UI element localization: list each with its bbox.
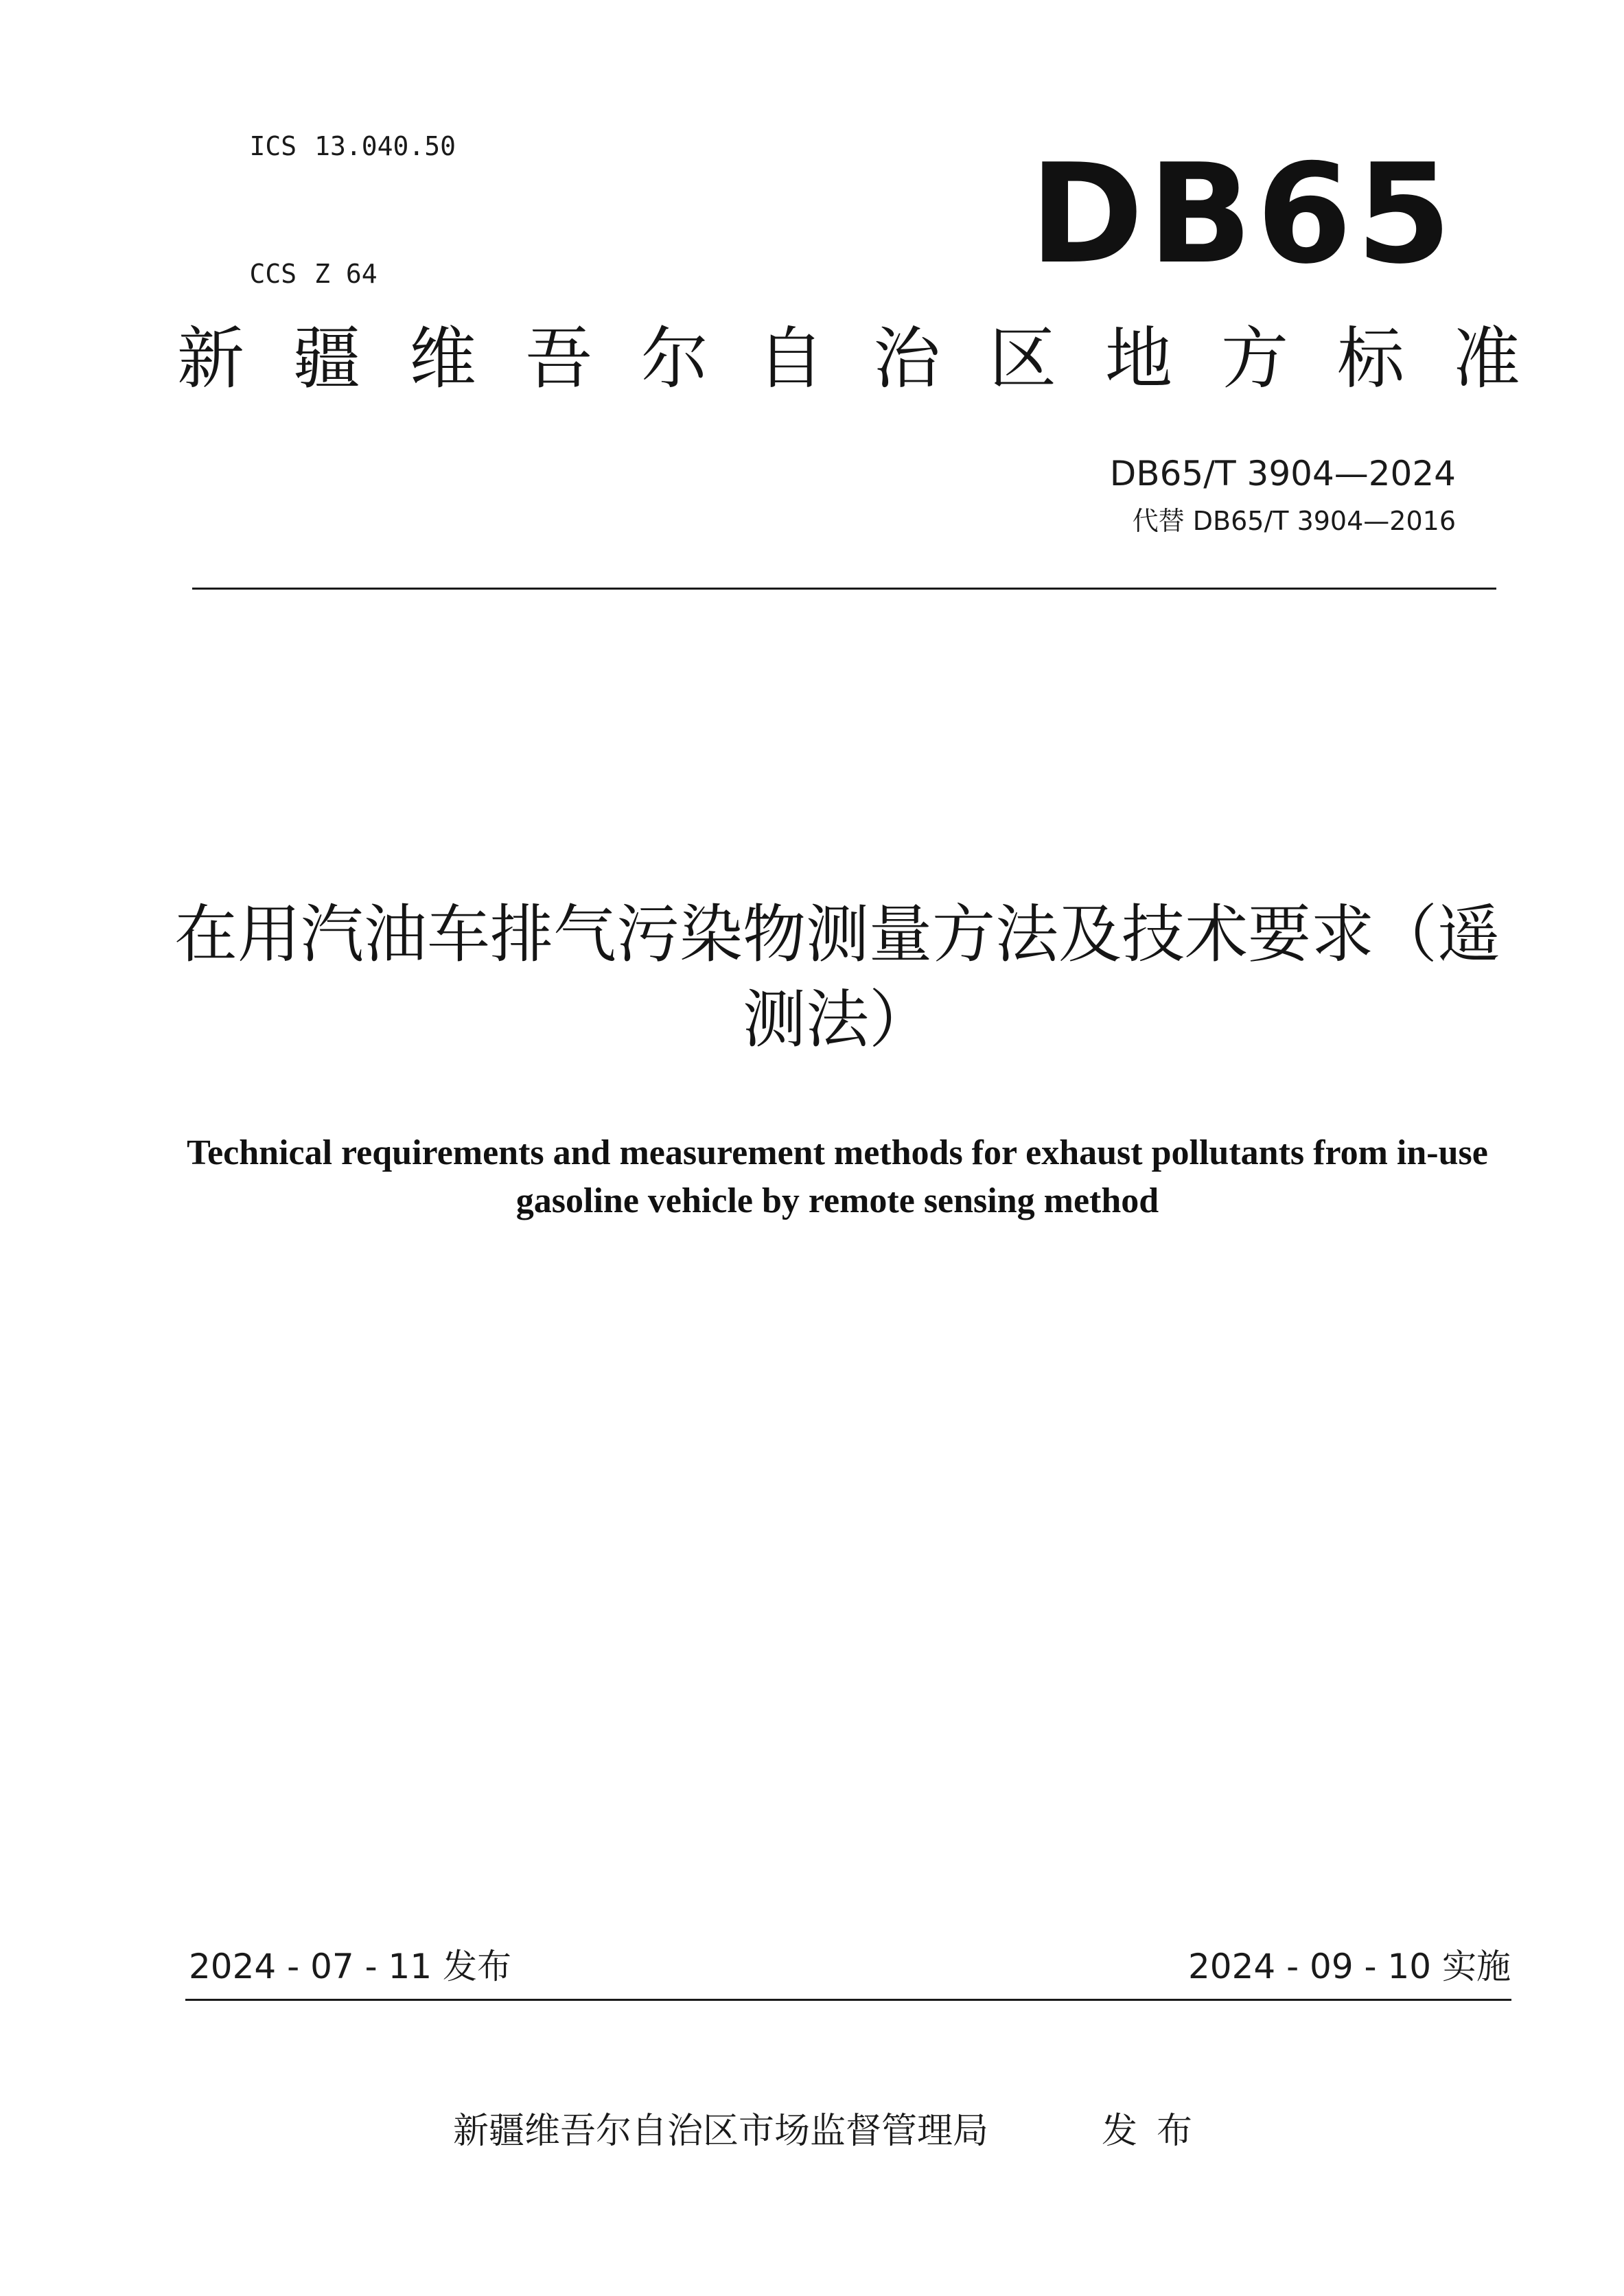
chinese-title: 在用汽油车排气污染物测量方法及技术要求（遥测法） [174, 898, 1500, 1056]
ics-label: ICS [249, 131, 297, 161]
issue-label: 发布 [1102, 2111, 1212, 2152]
ccs-code: Z 64 [314, 259, 378, 289]
implementation-date: 2024 - 09 - 10 实施 [1187, 1947, 1511, 1986]
ics-code: 13.040.50 [314, 131, 456, 161]
ccs-label: CCS [249, 259, 297, 289]
standard-type-heading: 新疆维吾尔自治区地方标准 [177, 320, 1570, 398]
footer-divider [185, 1999, 1511, 2001]
header-divider [192, 588, 1496, 590]
replaces-standard: 代替 DB65/T 3904—2016 [1132, 506, 1456, 536]
standard-number: DB65/T 3904—2024 [1109, 454, 1456, 494]
english-title: Technical requirements and measurement methods for exhaust pollutants from in-use gasoline vehicle by remote sensing method [187, 1133, 1488, 1220]
issuing-authority: 新疆维吾尔自治区市场监督管理局 [453, 2111, 989, 2152]
classification-codes [187, 82, 456, 338]
db65-logo: DB65 [1030, 135, 1456, 294]
ics-row [187, 82, 456, 210]
issue-date: 2024 - 07 - 11 发布 [189, 1947, 512, 1986]
